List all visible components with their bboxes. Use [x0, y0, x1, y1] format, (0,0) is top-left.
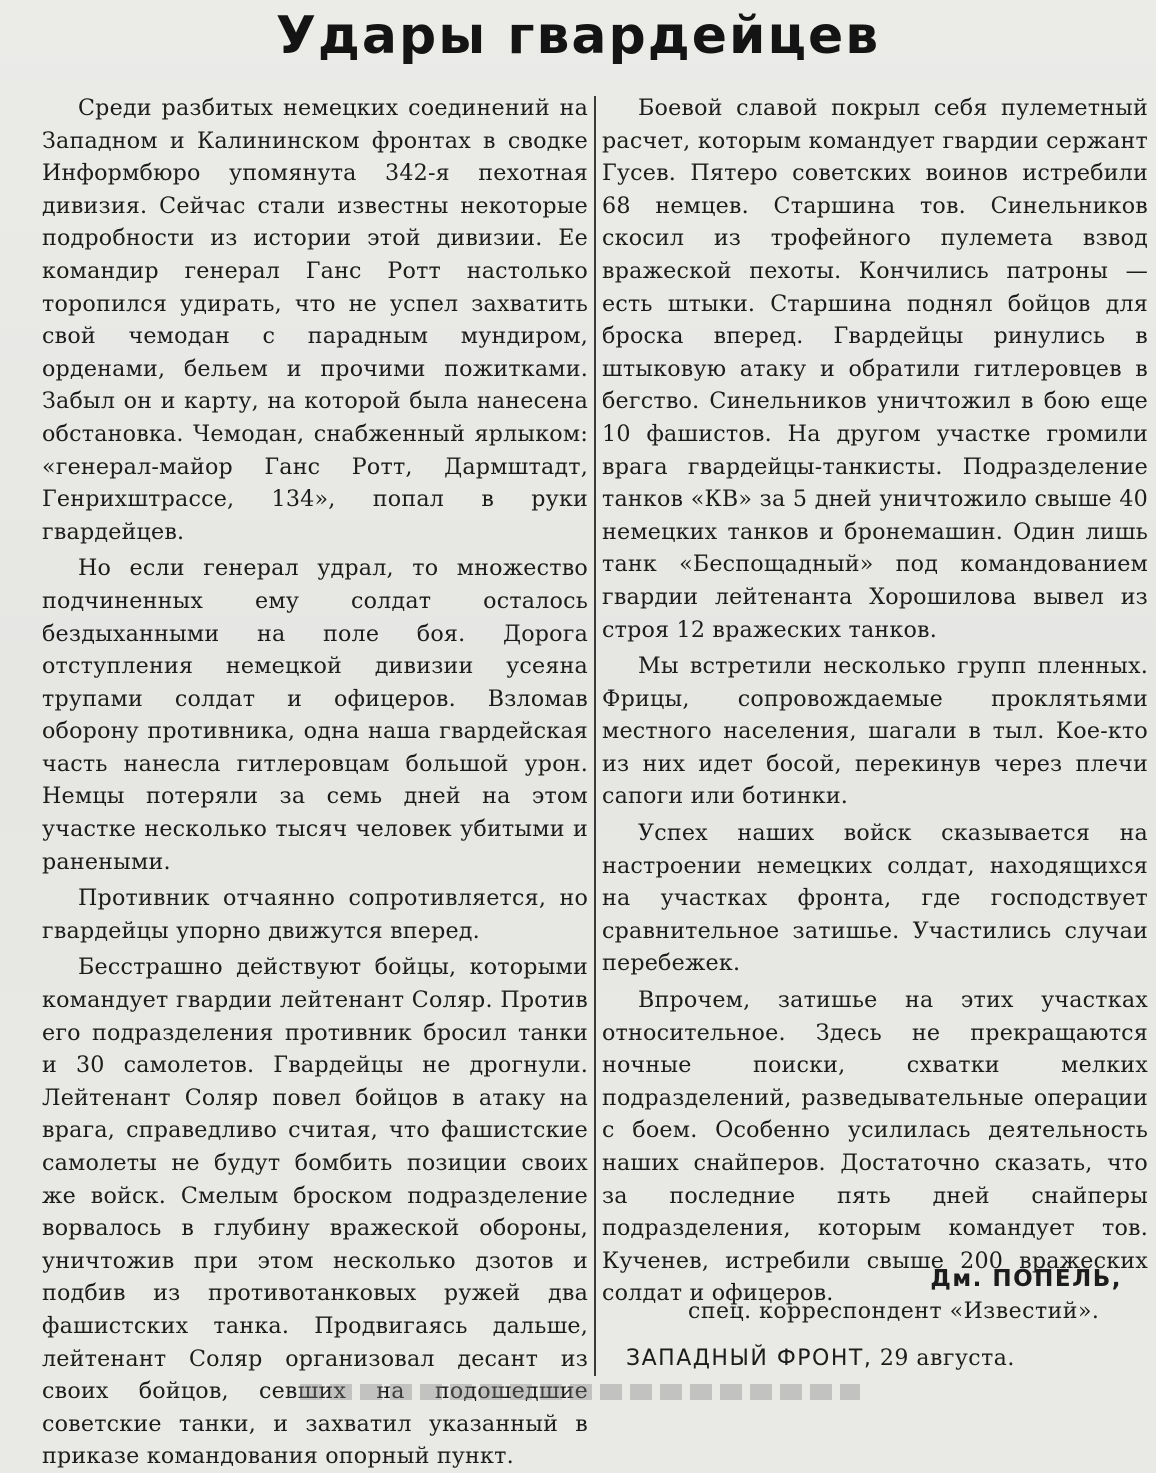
- paragraph: Впрочем, затишье на этих участках относительное. Здесь не прекращаются ночные поиски, схватки мелких подразделений, разведывательные операции с боем. Особенно усилилась деятельность наших снайперов. Достаточно сказать, что за последние пять дней снайперы подразделения, которым командует тов. Кученев, истребили свыше 200 вражеских солдат и офицеров.: [602, 987, 1148, 1307]
- paragraph: Среди разбитых немецких соединений на Западном и Калининском фронтах в сводке Информбюро упомянута 342-я пехотная дивизия. Сейчас стали известны некоторые подробности из истории этой дивизии. Ее командир генерал Ганс Ротт настолько торопился удирать, что не успел захватить свой чемодан с парадным мундиром, орденами, бельем и прочими пожитками. Забыл он и карту, на которой была нанесена обстановка. Чемодан, снабженный ярлыком: «генерал-майор Ганс Ротт, Дармштадт, Генрихштрассе, 134», попал в руки гвардейцев.: [42, 95, 588, 545]
- author-position: спец. корреспондент «Известий».: [688, 1299, 1100, 1324]
- paragraph: Мы встретили несколько групп пленных. Фрицы, сопровождаемые проклятьями местного населения, шагали в тыл. Кое-кто из них идет босой, перекинув через плечи сапоги или ботинки.: [602, 653, 1148, 810]
- column-divider: [594, 96, 596, 1376]
- paragraph: Бесстрашно действуют бойцы, которыми командует гвардии лейтенант Соляр. Против его подразделения противник бросил танки и 30 самолетов. Гвардейцы не дрогнули. Лейтенант Соляр повел бойцов в атаку на врага, справедливо считая, что фашистские самолеты не будут бомбить позиции своих же войск. Смелым броском подразделение ворвалось в глубину вражеской обороны, уничтожив при этом несколько дзотов и подбив из противотанковых ружей два фашистских танка. Продвигаясь дальше, лейтенант Соляр организовал десант из своих бойцов, севших на подошедшие советские танки, и захватил указанный в приказе командования опорный пункт.: [42, 954, 588, 1470]
- dateline-date: 29 августа.: [879, 1346, 1015, 1371]
- dateline-place: ЗАПАДНЫЙ ФРОНТ,: [626, 1346, 873, 1371]
- cropped-next-headline: [300, 1384, 860, 1400]
- dateline: [626, 1346, 1015, 1371]
- article-headline: Удары гвардейцев: [275, 6, 881, 66]
- left-column: [42, 92, 588, 1473]
- paragraph: Но если генерал удрал, то множество подчиненных ему солдат осталось бездыханными на поле боя. Дорога отступления немецкой дивизии усеяна трупами солдат и офицеров. Взломав оборону противника, одна наша гвардейская часть нанесла гитлеровцам большой урон. Немцы потеряли за семь дней на этом участке несколько тысяч человек убитыми и ранеными.: [42, 555, 588, 875]
- author-signature: Дм. ПОПЕЛЬ,: [930, 1266, 1122, 1292]
- right-column: [602, 92, 1148, 1310]
- paragraph: Противник отчаянно сопротивляется, но гвардейцы упорно движутся вперед.: [42, 885, 588, 944]
- paragraph: Успех наших войск сказывается на настроении немецких солдат, находящихся на участках фронта, где господствует сравнительное затишье. Участились случаи перебежек.: [602, 820, 1148, 977]
- paragraph: Боевой славой покрыл себя пулеметный расчет, которым командует гвардии сержант Гусев. Пятеро советских воинов истребили 68 немцев. Старшина тов. Синельников скосил из трофейного пулемета взвод вражеской пехоты. Кончились патроны — есть штыки. Старшина поднял бойцов для броска вперед. Гвардейцы ринулись в штыковую атаку и обратили гитлеровцев в бегство. Синельников уничтожил в бою еще 10 фашистов. На другом участке громили врага гвардейцы-танкисты. Подразделение танков «КВ» за 5 дней уничтожило свыше 40 немецких танков и бронемашин. Один лишь танк «Беспощадный» под командованием гвардии лейтенанта Хорошилова вывел из строя 12 вражеских танков.: [602, 95, 1148, 643]
